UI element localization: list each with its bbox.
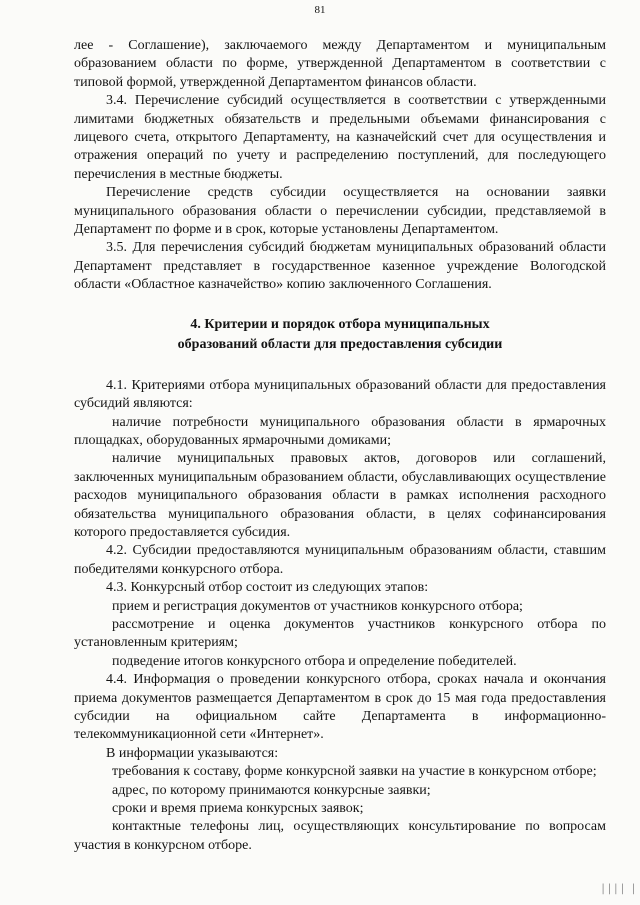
paragraph-4-2: 4.2. Субсидии предоставляются муниципальным образованиям области, ставшим победителями конкурсного отбора. bbox=[74, 543, 606, 577]
paragraph-continuation: лее - Соглашение), заключаемого между Департаментом и муниципальным образованием области по форме, утвержденной Департаментом в соответствии с типовой формой, утвержденной Департаментом финансов области. bbox=[74, 38, 606, 90]
paragraph-transfer-basis: Перечисление средств субсидии осуществляется на основании заявки муниципального образования области о перечислении субсидии, представляемой в Департамент по форме и в срок, которые установлены Департаментом. bbox=[74, 185, 606, 238]
stage-item: подведение итогов конкурсного отбора и определение победителей. bbox=[112, 653, 517, 669]
paragraph-4-4: 4.4. Информация о проведении конкурсного отбора, сроках начала и окончания приема документов размещается Департаментом в срок до 15 мая года предоставления субсидии на официальном сайте Департамента в информационно-телекоммуникационной сети «Интернет». bbox=[74, 672, 606, 743]
information-item: контактные телефоны лиц, осуществляющих консультирование по вопросам участия в конкурсном отборе. bbox=[74, 819, 606, 853]
paragraph-information-intro: В информации указываются: bbox=[106, 745, 279, 761]
criterion-item: наличие муниципальных правовых актов, договоров или соглашений, заключенных муниципальным образованием области, обуславливающих осуществление расходов муниципального образования области в рамках исполнения расходного обязательства муниципального образования области, в целях софинансирования которого предоставляется субсидия. bbox=[74, 451, 606, 540]
information-item: требования к составу, форме конкурсной заявки на участие в конкурсном отборе; bbox=[112, 764, 597, 780]
paragraph-4-3: 4.3. Конкурсный отбор состоит из следующих этапов: bbox=[106, 580, 429, 596]
paragraph-3-4: 3.4. Перечисление субсидий осуществляется в соответствии с утвержденными лимитами бюджетных обязательств и предельными объемами финансирования с лицевого счета, открытого Департаменту, на казначейский счет для осуществления и отражения операций по учету и распределению поступлений, для последующего перечисления в местные бюджеты. bbox=[74, 93, 606, 182]
scan-artifact-mark: │ bbox=[630, 884, 636, 895]
criterion-item: наличие потребности муниципального образования области в ярмарочных площадках, оборудованных ярмарочными домиками; bbox=[74, 414, 606, 448]
paragraph-3-5: 3.5. Для перечисления субсидий бюджетам муниципальных образований области Департамент представляет в государственное казенное учреждение Вологодской области «Областное казначейство» копию заключенного Соглашения. bbox=[74, 240, 606, 293]
scan-artifact-marks: ││││ bbox=[600, 884, 626, 895]
document-body bbox=[74, 37, 606, 855]
stage-item: рассмотрение и оценка документов участников конкурсного отбора по установленным критериям; bbox=[74, 616, 606, 651]
section-heading-line-2: образований области для предоставления субсидии bbox=[177, 336, 503, 352]
section-heading bbox=[74, 315, 606, 355]
stage-item: прием и регистрация документов от участников конкурсного отбора; bbox=[112, 598, 523, 614]
section-heading-line-1: 4. Критерии и порядок отбора муниципальных bbox=[190, 316, 490, 332]
paragraph-4-1: 4.1. Критериями отбора муниципальных образований области для предоставления субсидий являются: bbox=[74, 377, 606, 412]
information-item: сроки и время приема конкурсных заявок; bbox=[112, 801, 364, 817]
page-number: 81 bbox=[314, 4, 326, 16]
information-item: адрес, по которому принимаются конкурсные заявки; bbox=[112, 782, 431, 798]
